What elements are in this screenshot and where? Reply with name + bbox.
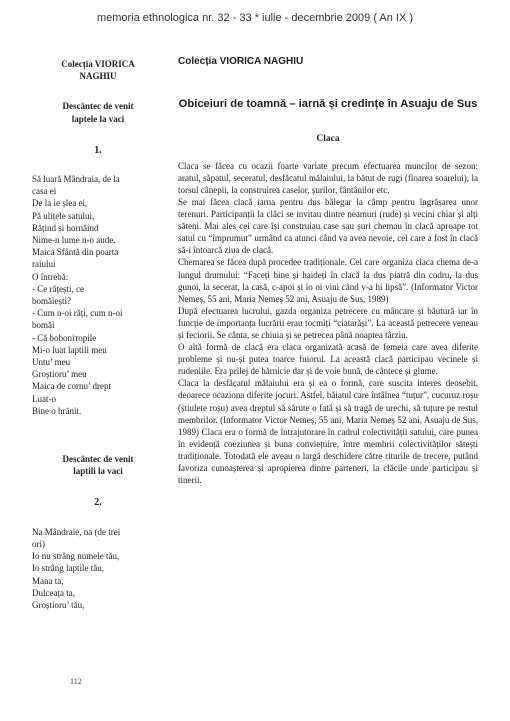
left-collection-line-2: NAGHIU xyxy=(79,71,117,82)
right-column xyxy=(178,56,478,486)
poem-line: Dulceața ta, xyxy=(32,587,75,598)
poem-line: Io nu strâng numele tău, xyxy=(32,551,120,562)
charm-number-2: 2. xyxy=(94,497,102,509)
poem-line: - Că boboniторile xyxy=(32,332,97,343)
body-paragraph: Claca la desfăcatul mălaiului era și ea o formă, care suscita interes deosebit, deoarece ocaziona diferite jocuri. Astfel, băiatul care întâlnea “tuțur”, cucuruz roșu (știulete roșu) avea dreptul să sărute o fată și să tragă de urechi, să tuțure pe restul membrilor. (Informator Victor Nemeș, 55 ani, Maria Nemeș 52 ani, Asuaju de Sus, 1989) Claca era o formă de întrajutorare în cadrul colectivității satului, care punea în evidență coeziunea și buna conviețuire, între membrii colectivităților sătești tradiționale. Totodată ele aveau o largă deschidere către riturile de trecere, putând favoriza cunoașterea și apropierea dintre parteneri, la clăcile unde participau și tinerii. xyxy=(178,378,478,486)
left-column xyxy=(32,58,164,611)
body-paragraph: Claca se făcea cu ocazii foarte variate precum efectuarea muncilor de sezon: aratul, săpatul, seceratul, desfăcatul mălaiului, la bătut de rugi (floarea soarelui), la torsul cânepii, la construirea caselor, șurilor, fântânilor etc. xyxy=(178,160,478,195)
page-number: 112 xyxy=(70,677,82,686)
poem-line: Pă ulițele satului, xyxy=(32,210,95,221)
charm-title-1-line-2: laptele la vaci xyxy=(71,113,125,124)
poem-line: Nime-n lume n-o aude. xyxy=(32,235,116,246)
journal-header: memoria ethnologica nr. 32 - 33 * iulie - decembrie 2009 ( An IX ) xyxy=(96,12,414,24)
body-paragraph: O altă formă de clacă era claca organizată acasă de femeia care avea diferite probleme și nu-și putea toarce fuiorul. La această clacă participau vecinele și rudeniile. Era prilej de hărnicie dar și de voie bună, de cântece și glume. xyxy=(178,342,478,377)
poem-line: bomăiești? xyxy=(32,296,71,307)
charm-number-1: 1. xyxy=(94,144,102,156)
poem-line: Untu’ meu xyxy=(32,357,71,368)
poem-line: ori) xyxy=(32,538,45,549)
article-title: Obiceiuri de toamnă – iarnă și credințe în Asuaju de Sus xyxy=(178,98,478,111)
body-paragraph: Chemarea se făcea după procedee tradiționale. Cel care organiza claca chema de-a lungul drumului: “Faceți bine și haideți în clacă la dus piatră din codru, la dus gunoi, la secerat, la casă, c-apoi și io oi vini când v-a hi lipsă”. (Informator Victor Nemeș, 55 ani, Maria Nemeș 52 ani, Asuaju de Sus, 1989) xyxy=(178,257,478,304)
charm-title-2-line-1: Descântec de venit xyxy=(62,454,134,465)
poem-line: bomăi xyxy=(32,320,55,331)
left-collection-line-1: Colecția VIORICA xyxy=(61,59,135,69)
poem-line: Groștioru’ tău, xyxy=(32,599,85,610)
body-paragraph: Se mai făcea clacă iarna pentru dus bălegar la câmp pentru îngrășarea unor terenuri. Participanții la clăci se invitau dintre neamuri (rude) și vecini chiar și alți săteni. Mai ales cei care își construiau case sau șuri chemau în clacă aproape tot satul cu “împrumut” urmând ca atunci când va avea nevoie, cel care a fost în clacă să-i întoarcă ziua de clacă. xyxy=(178,196,478,256)
charm-title-1-line-1: Descântec de venit xyxy=(62,101,134,112)
body-paragraph: După efectuarea lucrului, gazda organiza petrecere cu mâncare și băutură iar în funcție de importanța lucrării erau tocmiți “ciatarăși”. La această petrecere veneau și feciorii. Se cânta, se chiuia și se petrecea până noaptea târziu. xyxy=(178,305,478,340)
poem-line: Io strâng laptile tău, xyxy=(32,563,104,574)
poem-line: raiului xyxy=(32,259,56,270)
poem-line: Mana ta, xyxy=(32,575,64,586)
collection-title: Colecția VIORICA NAGHIU xyxy=(178,56,304,67)
poem-line: O întrebă: xyxy=(32,271,69,282)
poem-line: - Cum n-oi răți, cum n-oi xyxy=(32,308,123,319)
poem-line: Groștioru’ meu xyxy=(32,369,87,380)
poem-line: casa ei xyxy=(32,186,57,197)
charm-poem-2 xyxy=(32,526,164,611)
charm-title-2-line-2: laptili la vaci xyxy=(73,466,123,477)
poem-line: - Ce rățești, ce xyxy=(32,283,84,294)
poem-line: Mi-o luat laptili meu xyxy=(32,344,107,355)
poem-line: Na Mândraie, na (de trei xyxy=(32,526,121,537)
poem-line: Maica de cornu’ drept xyxy=(32,381,112,392)
poem-line: Luat-o xyxy=(32,393,56,404)
section-heading: Claca xyxy=(316,133,340,144)
poem-line: De la ie șlea ei, xyxy=(32,198,88,209)
poem-line: Maica Sfântă din poarta xyxy=(32,247,119,258)
poem-line: Rățind și hornăind xyxy=(32,222,99,233)
poem-line: Să luară Mândraia, de la xyxy=(32,174,120,185)
charm-poem-1 xyxy=(32,173,164,417)
poem-line: Bine o hrănit. xyxy=(32,405,82,416)
